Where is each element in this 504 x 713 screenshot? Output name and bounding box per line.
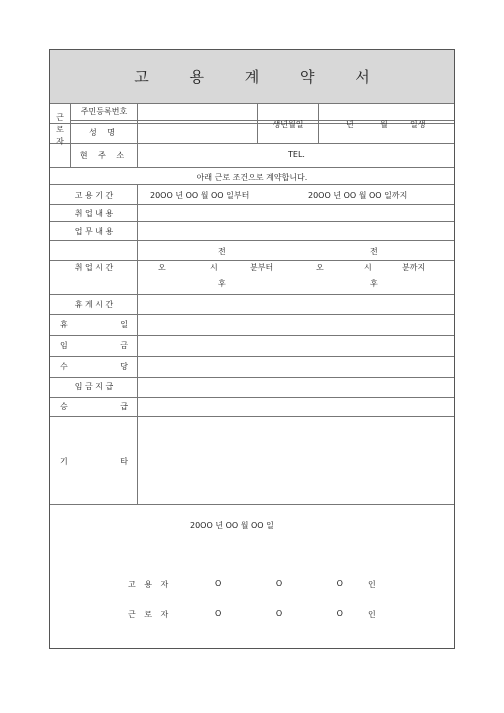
divider <box>137 103 138 167</box>
divider <box>318 103 319 143</box>
other-label: 기 타 <box>60 457 128 466</box>
divider <box>50 314 454 315</box>
holiday-label: 휴 일 <box>60 320 128 329</box>
divider <box>50 294 454 295</box>
divider <box>50 167 454 168</box>
address-label: 현 주 소 <box>79 151 129 160</box>
worker-label: 근 로 자 <box>128 610 172 619</box>
period-start: 20OO 년 OO 월 OO 일부터 <box>150 191 250 200</box>
hours-label: 취 업 시 간 <box>74 263 114 272</box>
contract-date: 20OO 년 OO 월 OO 일 <box>190 521 274 530</box>
start-suffix: 분부터 <box>250 263 274 272</box>
employer-name-mark: O O O <box>215 579 369 588</box>
break-label: 휴 게 시 간 <box>74 300 114 309</box>
wage-label: 임 금 <box>60 341 128 350</box>
divider <box>50 377 454 378</box>
end-ampm-mid: 오 <box>316 263 324 272</box>
bonus-label: 승 급 <box>60 402 128 411</box>
employer-label: 고 용 자 <box>128 580 172 589</box>
tel-label: TEL. <box>288 150 305 159</box>
divider <box>50 204 454 205</box>
birth-year-label: 년 <box>346 120 354 129</box>
end-hour: 시 <box>364 263 372 272</box>
divider <box>50 103 454 104</box>
start-ampm-bottom: 후 <box>218 279 226 288</box>
notice-text: 아래 근로 조건으로 계약합니다. <box>196 173 308 182</box>
divider <box>50 504 454 505</box>
end-ampm-bottom: 후 <box>370 279 378 288</box>
divider <box>50 123 454 124</box>
divider <box>50 356 454 357</box>
start-ampm-top: 전 <box>218 247 226 256</box>
end-suffix: 분까지 <box>402 263 426 272</box>
duties-label: 업 무 내 용 <box>74 227 114 236</box>
resident-number-label: 주민등록번호 <box>80 107 128 116</box>
divider <box>70 120 454 121</box>
workplace-label: 취 업 내 용 <box>74 209 114 218</box>
divider <box>50 221 454 222</box>
contract-form <box>49 49 455 649</box>
divider <box>50 335 454 336</box>
divider <box>50 416 454 417</box>
end-ampm-top: 전 <box>370 247 378 256</box>
period-end: 20OO 년 OO 월 OO 일까지 <box>308 191 408 200</box>
employer-seal: 인 <box>368 580 376 589</box>
worker-side-label: 근로자 <box>56 113 64 146</box>
pay-method-label: 임 금 지 급 <box>74 382 114 391</box>
allowance-label: 수 당 <box>60 362 128 371</box>
title-band <box>50 50 454 104</box>
name-label: 성 명 <box>89 128 119 137</box>
divider <box>50 397 454 398</box>
period-label: 고 용 기 간 <box>74 191 114 200</box>
divider <box>257 103 258 143</box>
divider <box>137 184 138 504</box>
birth-day-label: 일생 <box>410 120 426 129</box>
start-ampm-mid: 오 <box>158 263 166 272</box>
birth-month-label: 월 <box>380 120 388 129</box>
divider <box>50 240 454 241</box>
divider <box>70 143 257 144</box>
worker-seal: 인 <box>368 610 376 619</box>
page-title: 고 용 계 약 서 <box>134 68 388 86</box>
divider <box>50 260 454 261</box>
divider <box>50 184 454 185</box>
start-hour: 시 <box>210 263 218 272</box>
birthdate-label: 생년월일 <box>272 120 304 129</box>
divider <box>70 103 71 167</box>
worker-name-mark: O O O <box>215 609 369 618</box>
